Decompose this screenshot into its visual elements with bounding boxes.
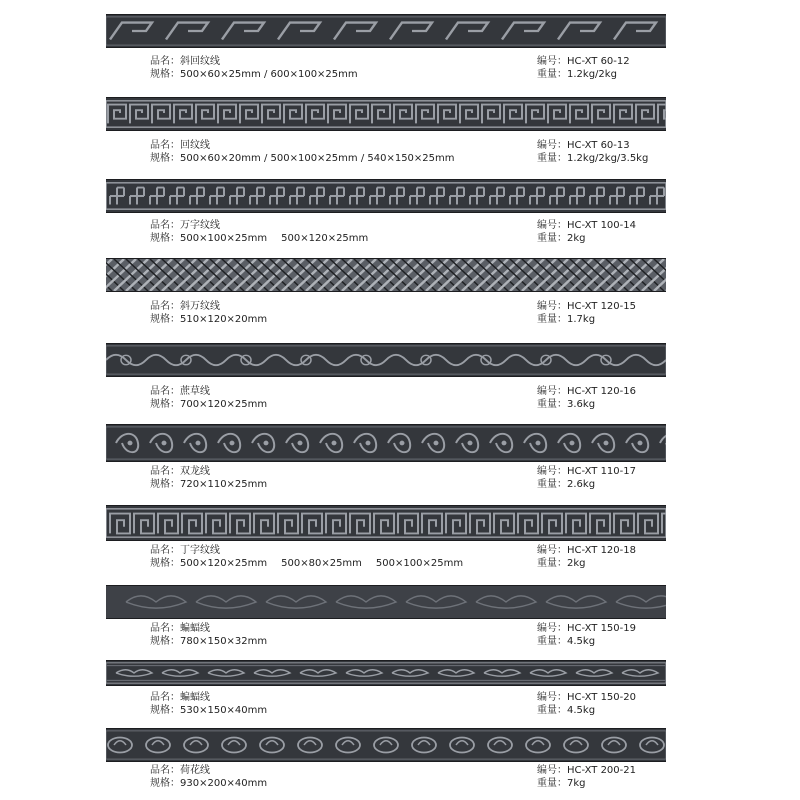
product-weight: 1.2kg/2kg/3.5kg: [567, 153, 649, 164]
product-name: 斜回纹线: [180, 56, 220, 67]
weight-row: [537, 705, 595, 717]
name-label: 品名：: [150, 220, 180, 231]
spec-value: 700×120×25mm: [180, 399, 268, 410]
spec-value: 530×150×40mm: [180, 705, 268, 716]
product-name-row: [150, 765, 210, 777]
code-label: 编号：: [537, 466, 567, 477]
spec-value: 500×100×25mm: [180, 233, 268, 244]
spec-label: 规格：: [150, 479, 180, 490]
code-row: [537, 220, 636, 232]
product-weight: 7kg: [567, 778, 586, 789]
weight-row: [537, 636, 595, 648]
weight-row: [537, 778, 586, 790]
weight-row: [537, 69, 617, 81]
spec-row: [150, 314, 267, 326]
name-label: 品名：: [150, 545, 180, 556]
spec-row: [150, 778, 267, 790]
code-row: [537, 765, 636, 777]
spec-row: [150, 399, 267, 411]
code-label: 编号：: [537, 692, 567, 703]
spec-row: [150, 153, 455, 165]
name-label: 品名：: [150, 386, 180, 397]
spec-value: 500×120×25mm: [180, 558, 268, 569]
moulding-image-diagonal-hui: [106, 14, 666, 48]
spec-row: [150, 558, 463, 570]
spec-label: 规格：: [150, 233, 180, 244]
name-label: 品名：: [150, 623, 180, 634]
product-name-row: [150, 692, 210, 704]
spec-label: 规格：: [150, 778, 180, 789]
weight-row: [537, 314, 595, 326]
spec-value: 510×120×20mm: [180, 314, 268, 325]
weight-label: 重量：: [537, 705, 567, 716]
code-label: 编号：: [537, 301, 567, 312]
spec-label: 规格：: [150, 636, 180, 647]
product-weight: 2kg: [567, 233, 586, 244]
product-weight: 4.5kg: [567, 636, 596, 647]
product-name-row: [150, 140, 210, 152]
spec-value: 500×60×20mm / 500×100×25mm / 540×150×25mm: [180, 153, 455, 164]
weight-row: [537, 399, 595, 411]
product-code: HC-XT 100-14: [567, 220, 636, 231]
product-code: HC-XT 120-15: [567, 301, 636, 312]
code-row: [537, 386, 636, 398]
product-weight: 2kg: [567, 558, 586, 569]
name-label: 品名：: [150, 301, 180, 312]
product-code: HC-XT 110-17: [567, 466, 636, 477]
product-name-row: [150, 301, 220, 313]
spec-label: 规格：: [150, 153, 180, 164]
product-name: 丁字纹线: [180, 545, 220, 556]
spec-label: 规格：: [150, 69, 180, 80]
code-row: [537, 545, 636, 557]
moulding-image-lotus: [106, 728, 666, 762]
product-weight: 1.7kg: [567, 314, 596, 325]
weight-row: [537, 233, 586, 245]
product-name: 双龙线: [180, 466, 210, 477]
weight-row: [537, 558, 586, 570]
weight-label: 重量：: [537, 399, 567, 410]
spec-label: 规格：: [150, 705, 180, 716]
code-row: [537, 56, 630, 68]
code-label: 编号：: [537, 623, 567, 634]
product-weight: 3.6kg: [567, 399, 596, 410]
product-name: 蝙蝠线: [180, 623, 210, 634]
spec-value: 500×120×25mm: [281, 233, 369, 244]
product-weight: 4.5kg: [567, 705, 596, 716]
weight-label: 重量：: [537, 479, 567, 490]
spec-value: 500×80×25mm: [281, 558, 362, 569]
moulding-image-bat-border: [106, 660, 666, 686]
code-label: 编号：: [537, 140, 567, 151]
product-name: 斜万纹线: [180, 301, 220, 312]
spec-label: 规格：: [150, 399, 180, 410]
product-name-row: [150, 220, 220, 232]
moulding-image-twin-dragon: [106, 424, 666, 462]
product-name: 万字纹线: [180, 220, 220, 231]
moulding-image-bat-relief: [106, 585, 666, 619]
weight-label: 重量：: [537, 233, 567, 244]
spec-value: 500×60×25mm / 600×100×25mm: [180, 69, 358, 80]
product-code: HC-XT 150-20: [567, 692, 636, 703]
product-name: 蔗草线: [180, 386, 210, 397]
product-code: HC-XT 120-16: [567, 386, 636, 397]
code-row: [537, 301, 636, 313]
weight-label: 重量：: [537, 636, 567, 647]
name-label: 品名：: [150, 692, 180, 703]
spec-row: [150, 479, 267, 491]
moulding-image-diagonal-wan: [106, 258, 666, 292]
product-code: HC-XT 60-12: [567, 56, 630, 67]
moulding-image-wanzi: [106, 179, 666, 213]
code-row: [537, 466, 636, 478]
code-row: [537, 623, 636, 635]
code-row: [537, 692, 636, 704]
moulding-image-hui: [106, 97, 666, 131]
weight-row: [537, 153, 648, 165]
spec-value: 780×150×32mm: [180, 636, 268, 647]
spec-value: 720×110×25mm: [180, 479, 268, 490]
spec-row: [150, 69, 358, 81]
spec-label: 规格：: [150, 314, 180, 325]
weight-label: 重量：: [537, 69, 567, 80]
product-name: 荷花线: [180, 765, 210, 776]
weight-label: 重量：: [537, 558, 567, 569]
weight-label: 重量：: [537, 314, 567, 325]
product-code: HC-XT 150-19: [567, 623, 636, 634]
name-label: 品名：: [150, 765, 180, 776]
code-label: 编号：: [537, 220, 567, 231]
name-label: 品名：: [150, 466, 180, 477]
product-name-row: [150, 623, 210, 635]
spec-label: 规格：: [150, 558, 180, 569]
code-label: 编号：: [537, 765, 567, 776]
moulding-image-dingzi: [106, 505, 666, 541]
product-name-row: [150, 545, 220, 557]
product-name-row: [150, 386, 210, 398]
product-name: 回纹线: [180, 140, 210, 151]
moulding-image-floral-vine: [106, 343, 666, 377]
name-label: 品名：: [150, 140, 180, 151]
product-weight: 1.2kg/2kg: [567, 69, 617, 80]
product-code: HC-XT 200-21: [567, 765, 636, 776]
code-label: 编号：: [537, 545, 567, 556]
spec-value: 930×200×40mm: [180, 778, 268, 789]
weight-label: 重量：: [537, 778, 567, 789]
spec-value: 500×100×25mm: [375, 558, 464, 569]
weight-label: 重量：: [537, 153, 567, 164]
weight-row: [537, 479, 595, 491]
product-name-row: [150, 56, 220, 68]
spec-row: [150, 705, 267, 717]
spec-row: [150, 233, 368, 245]
product-code: HC-XT 120-18: [567, 545, 636, 556]
product-weight: 2.6kg: [567, 479, 596, 490]
spec-row: [150, 636, 267, 648]
code-label: 编号：: [537, 386, 567, 397]
product-name-row: [150, 466, 210, 478]
name-label: 品名：: [150, 56, 180, 67]
product-code: HC-XT 60-13: [567, 140, 630, 151]
code-row: [537, 140, 630, 152]
code-label: 编号：: [537, 56, 567, 67]
product-name: 蝙蝠线: [180, 692, 210, 703]
